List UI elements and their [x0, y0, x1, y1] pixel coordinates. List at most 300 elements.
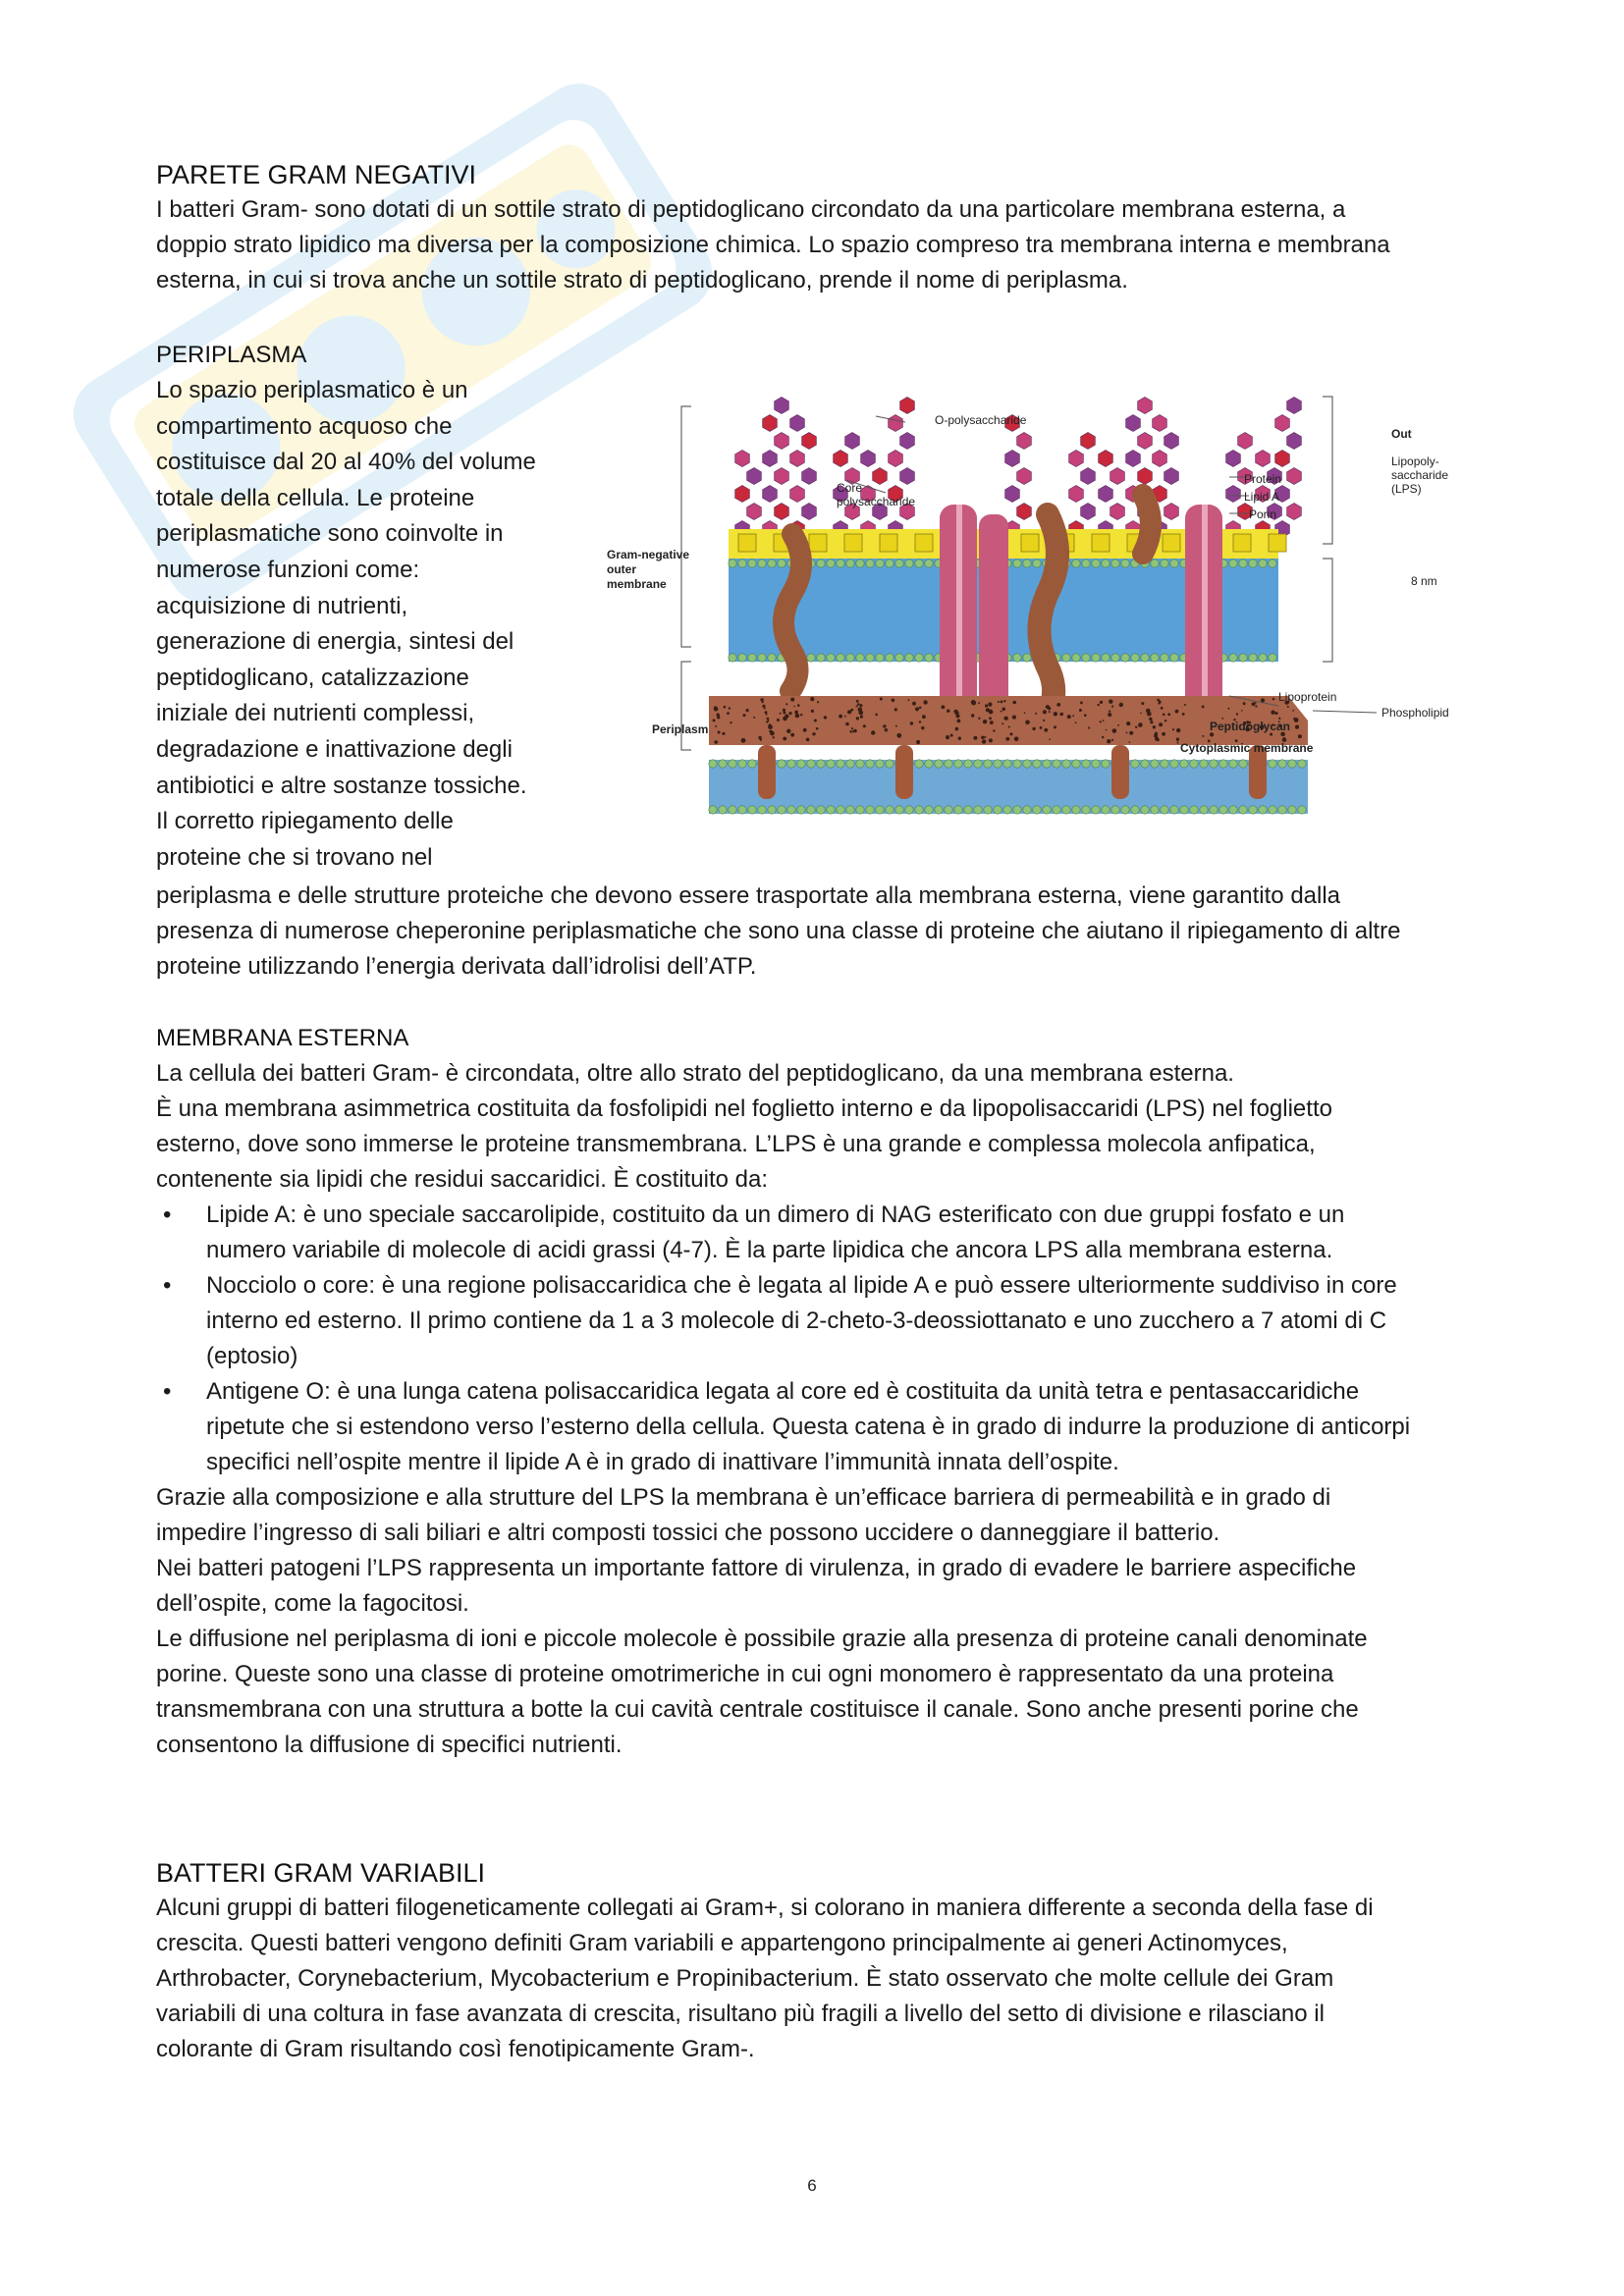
label-lipid-a: Lipid A: [1244, 490, 1280, 504]
peptidoglycan-dot: [1298, 734, 1302, 738]
lipid-head: [935, 760, 943, 768]
sugar-hexagon: [1287, 468, 1302, 485]
peptidoglycan-dot: [1043, 710, 1047, 714]
label-periplasm: Periplasm: [652, 722, 709, 736]
sugar-hexagon: [1138, 398, 1153, 414]
lipid-head: [1111, 560, 1119, 567]
sugar-hexagon: [1069, 486, 1084, 503]
list-item-line: numero variabile di molecole di acidi grassi (4-7). È la parte lipidica che ancora LPS alla membrana esterna.: [206, 1237, 1333, 1263]
sugar-hexagon: [1256, 451, 1271, 467]
lipid-head: [807, 760, 815, 768]
sugar-hexagon: [1275, 415, 1290, 432]
section-variabili: [156, 1855, 1472, 2067]
outer-membrane-bracket: [681, 406, 691, 647]
section-periplasma: [156, 338, 568, 876]
peptidoglycan-dot: [797, 704, 800, 707]
peptidoglycan-dot: [817, 701, 819, 703]
peptidoglycan-dot: [762, 701, 764, 703]
peptidoglycan-dot: [785, 715, 788, 719]
inner-protein: [1111, 745, 1129, 799]
paragraph-line: Grazie alla composizione e alla strutture del LPS la membrana è un’efficace barriera di permeabilità e in grado di: [156, 1484, 1331, 1511]
sugar-hexagon: [735, 451, 750, 467]
lipid-head: [738, 560, 746, 567]
lipid-head: [1278, 806, 1286, 814]
peptidoglycan-dot: [1080, 702, 1083, 705]
peptidoglycan-dot: [971, 700, 976, 705]
lipid-head: [856, 654, 864, 662]
lipid-head: [1249, 806, 1257, 814]
paragraph-line: antibiotici e altre sostanze tossiche.: [156, 772, 527, 799]
peptidoglycan-dot: [767, 718, 770, 721]
label-peptidoglycan: Peptidoglycan: [1210, 720, 1291, 733]
list-item-line: Antigene O: è una lunga catena polisaccaridica legata al core ed è costituita da unità tetra e pentasaccaridiche: [206, 1378, 1360, 1405]
peptidoglycan-dot: [1010, 732, 1013, 735]
lipid-head: [925, 806, 933, 814]
lipid-head: [1219, 760, 1227, 768]
lipid-head: [709, 760, 717, 768]
lipid-head: [1121, 560, 1129, 567]
lipid-head: [778, 560, 785, 567]
peptidoglycan-dot: [1024, 712, 1026, 714]
lipid-head: [817, 806, 825, 814]
label-lipoprotein: Lipoprotein: [1278, 690, 1337, 704]
peptidoglycan-dot: [1202, 735, 1204, 737]
peptidoglycan-dot: [1147, 712, 1152, 717]
paragraph-line: Lo spazio periplasmatico è un: [156, 377, 468, 403]
sugar-hexagon: [1287, 504, 1302, 520]
lipid-head: [1151, 560, 1159, 567]
label-cytoplasmic-membrane: Cytoplasmic membrane: [1180, 741, 1314, 755]
peptidoglycan-dot: [922, 715, 926, 719]
peptidoglycan-dot: [1255, 705, 1257, 707]
lipid-head: [837, 806, 844, 814]
section-membrana: [156, 1021, 1472, 1763]
peptidoglycan-dot: [765, 711, 768, 714]
peptidoglycan-dot: [762, 705, 765, 708]
core-square: [1269, 534, 1286, 552]
peptidoglycan-dot: [1109, 700, 1112, 704]
sugar-hexagon: [790, 486, 805, 503]
lipid-head: [954, 760, 962, 768]
label-lps: Lipopoly-: [1391, 454, 1439, 468]
peptidoglycan-dot: [1054, 725, 1056, 728]
sugar-hexagon: [900, 398, 915, 414]
lipid-head: [1121, 806, 1129, 814]
sugar-hexagon: [1164, 433, 1179, 450]
peptidoglycan-dot: [1003, 700, 1005, 702]
lipid-head: [729, 760, 736, 768]
sugar-hexagon: [747, 504, 762, 520]
porin: [979, 514, 1008, 711]
sugar-hexagon: [1069, 451, 1084, 467]
lipid-head: [1131, 806, 1139, 814]
sugar-hexagon: [1005, 486, 1020, 503]
lipid-head: [1092, 806, 1100, 814]
peptidoglycan-dot: [1272, 698, 1275, 701]
peptidoglycan-dot: [1040, 726, 1043, 729]
lipid-head: [1033, 806, 1041, 814]
peptidoglycan-dot: [1271, 711, 1274, 715]
paragraph-line: iniziale dei nutrienti complessi,: [156, 700, 475, 727]
sugar-hexagon: [775, 398, 789, 414]
peptidoglycan-dot: [768, 721, 770, 722]
sugar-hexagon: [900, 433, 915, 450]
sugar-hexagon: [775, 468, 789, 485]
sugar-hexagon: [900, 468, 915, 485]
sugar-hexagon: [775, 433, 789, 450]
peptidoglycan-dot: [1176, 738, 1179, 741]
lipid-head: [1102, 654, 1110, 662]
peptidoglycan-dot: [1106, 729, 1108, 731]
sugar-hexagon: [1126, 451, 1141, 467]
peptidoglycan-dot: [1088, 726, 1090, 728]
inner-protein: [758, 745, 776, 799]
lipid-head: [1053, 760, 1060, 768]
peptidoglycan-dot: [806, 738, 810, 742]
lipid-head: [1170, 654, 1178, 662]
lipid-head: [964, 760, 972, 768]
peptidoglycan-dot: [950, 734, 953, 737]
peptidoglycan-dot: [795, 714, 800, 719]
lipid-head: [1269, 560, 1276, 567]
lipid-head: [1023, 760, 1031, 768]
label-lps: (LPS): [1391, 482, 1422, 496]
peptidoglycan-dot: [1135, 726, 1137, 728]
peptidoglycan-dot: [942, 705, 946, 709]
lipid-head: [1121, 654, 1129, 662]
lipid-head: [1239, 560, 1247, 567]
lipid-head: [1102, 560, 1110, 567]
peptidoglycan-dot: [955, 727, 959, 731]
peptidoglycan-dot: [741, 738, 746, 743]
lipid-head: [1269, 806, 1276, 814]
peptidoglycan-dot: [1112, 728, 1117, 733]
lipid-head: [1161, 760, 1168, 768]
peptidoglycan-dot: [764, 708, 766, 710]
label-thickness: 8 nm: [1411, 574, 1437, 588]
lipid-head: [1003, 806, 1011, 814]
peptidoglycan-dot: [1111, 706, 1113, 708]
peptidoglycan-dot: [896, 733, 901, 738]
lipid-head: [837, 560, 844, 567]
paragraph-line: La cellula dei batteri Gram- è circondata, oltre allo strato del peptidoglicano, da una membrana esterna.: [156, 1060, 1234, 1087]
periplasm-bracket: [681, 662, 691, 750]
peptidoglycan-dot: [760, 698, 763, 701]
sugar-hexagon: [763, 451, 778, 467]
lipid-head: [1180, 760, 1188, 768]
list-item-line: interno ed esterno. Il primo contiene da 1 a 3 molecole di 2-cheto-3-deossiottanato e uno zucchero a 7 atomi di C: [206, 1308, 1387, 1334]
lipid-head: [945, 806, 952, 814]
lipid-head: [738, 806, 746, 814]
paragraph-line: esterno, dove sono immerse le proteine transmembrana. L’LPS è una grande e complessa molecola anfipatica,: [156, 1131, 1316, 1157]
peptidoglycan-dot: [916, 740, 920, 744]
list-item: [156, 1374, 1472, 1480]
sugar-hexagon: [763, 415, 778, 432]
peptidoglycan-dot: [978, 702, 980, 704]
lipid-head: [1072, 760, 1080, 768]
peptidoglycan-dot: [919, 721, 921, 722]
lipid-head: [984, 760, 992, 768]
peptidoglycan-dot: [1296, 727, 1298, 729]
sugar-hexagon: [1081, 433, 1096, 450]
peptidoglycan-dot: [1054, 712, 1057, 716]
peptidoglycan-dot: [1002, 708, 1006, 712]
peptidoglycan-dot: [1109, 711, 1110, 713]
lipid-head: [837, 654, 844, 662]
lipid-head: [866, 560, 874, 567]
lipid-head: [945, 760, 952, 768]
peptidoglycan-dot: [1236, 713, 1238, 715]
peptidoglycan-dot: [1182, 713, 1185, 716]
lipid-head: [856, 560, 864, 567]
lipid-head: [1082, 654, 1090, 662]
sugar-hexagon: [1138, 433, 1153, 450]
label-core: Core: [837, 481, 863, 495]
lipid-head: [876, 806, 884, 814]
peptidoglycan-dot: [1155, 737, 1159, 741]
list-item-line: specifici nell’ospite mentre il lipide A è in grado di inattivare l’immunità innata dell’ospite.: [206, 1449, 1119, 1475]
label-gram-negative: Gram-negative: [607, 548, 690, 561]
peptidoglycan-dot: [851, 727, 853, 729]
peptidoglycan-dot: [729, 707, 731, 709]
lipid-head: [1259, 806, 1267, 814]
lipid-head: [1151, 654, 1159, 662]
sugar-hexagon: [1081, 468, 1096, 485]
lipid-head: [925, 560, 933, 567]
peptidoglycan-dot: [859, 711, 864, 716]
list-item-line: ripetute che si estendono verso l’esterno della cellula. Questa catena è in grado di indurre la produzione di anticorpi: [206, 1414, 1411, 1440]
sugar-hexagon: [1226, 451, 1241, 467]
lipid-head: [895, 806, 903, 814]
peptidoglycan-dot: [768, 724, 773, 729]
paragraph-line: Le diffusione nel periplasma di ioni e piccole molecole è possibile grazie alla presenza di proteine canali denominate: [156, 1626, 1368, 1652]
section-parete: [156, 157, 1472, 298]
sugar-hexagon: [802, 468, 817, 485]
paragraph-line: contenente sia lipidi che residui saccaridici. È costituito da:: [156, 1166, 768, 1193]
lipid-head: [778, 760, 785, 768]
lipid-head: [886, 760, 893, 768]
peptidoglycan-dot: [1162, 732, 1165, 736]
lipid-head: [827, 760, 835, 768]
peptidoglycan-dot: [722, 733, 724, 735]
peptidoglycan-dot: [780, 713, 782, 715]
lipid-head: [1131, 654, 1139, 662]
peptidoglycan-dot: [957, 720, 961, 723]
peptidoglycan-dot: [1252, 702, 1256, 706]
sugar-hexagon: [1153, 451, 1167, 467]
peptidoglycan-dot: [814, 720, 817, 722]
paragraph-line: consentono la diffusione di specifici nutrienti.: [156, 1732, 623, 1758]
sugar-hexagon: [790, 451, 805, 467]
lipid-head: [915, 654, 923, 662]
lipid-head: [984, 806, 992, 814]
peptidoglycan-dot: [1149, 718, 1152, 721]
peptidoglycan-dot: [1108, 713, 1111, 717]
lipid-head: [866, 760, 874, 768]
paragraph-line: numerose funzioni come:: [156, 556, 420, 583]
core-square: [738, 534, 756, 552]
peptidoglycan-dot: [1117, 724, 1119, 726]
lipid-head: [876, 760, 884, 768]
lipid-head: [876, 560, 884, 567]
lipid-head: [1190, 806, 1198, 814]
sugar-hexagon: [834, 451, 848, 467]
list-item-line: (eptosio): [206, 1343, 298, 1369]
peptidoglycan-dot: [718, 731, 721, 734]
lipid-head: [1111, 806, 1119, 814]
lipid-head: [1092, 654, 1100, 662]
peptidoglycan-dot: [1001, 722, 1003, 724]
lipid-head: [1249, 560, 1257, 567]
peptidoglycan-dot: [989, 710, 994, 715]
paragraph-line: transmembrana con una struttura a botte la cui cavità centrale costituisce il canale. Sono anche presenti porine che: [156, 1696, 1359, 1723]
peptidoglycan-dot: [912, 702, 916, 706]
peptidoglycan-dot: [1283, 737, 1285, 739]
sugar-hexagon: [1164, 504, 1179, 520]
peptidoglycan-dot: [1177, 742, 1179, 744]
peptidoglycan-dot: [1049, 738, 1051, 740]
sugar-hexagon: [1099, 451, 1113, 467]
lipid-head: [1239, 654, 1247, 662]
peptidoglycan-dot: [803, 728, 807, 732]
peptidoglycan-dot: [993, 729, 995, 731]
lipid-head: [758, 654, 766, 662]
lipid-head: [1298, 760, 1306, 768]
peptidoglycan-dot: [908, 699, 910, 701]
peptidoglycan-dot: [998, 701, 1000, 703]
peptidoglycan-dot: [770, 731, 775, 736]
lipid-head: [964, 806, 972, 814]
lipid-head: [729, 560, 736, 567]
core-square: [1163, 534, 1180, 552]
peptidoglycan-dot: [989, 738, 993, 742]
peptidoglycan-dot: [1103, 720, 1105, 721]
lipid-head: [1003, 760, 1011, 768]
lipid-head: [925, 760, 933, 768]
paragraph-line: proteine utilizzando l’energia derivata dall’idrolisi dell’ATP.: [156, 953, 757, 980]
lipid-head: [768, 806, 776, 814]
lipid-head: [1043, 760, 1051, 768]
lps-components-list: [156, 1198, 1472, 1480]
peptidoglycan-dot: [753, 717, 755, 719]
peptidoglycan-dot: [1261, 698, 1265, 702]
paragraph-line: doppio strato lipidico ma diversa per la composizione chimica. Lo spazio compreso tra membrana interna e membrana: [156, 232, 1390, 258]
paragraph-line: acquisizione di nutrienti,: [156, 592, 408, 619]
lipid-head: [1288, 760, 1296, 768]
peptidoglycan-dot: [1043, 720, 1045, 721]
sugar-hexagon: [775, 504, 789, 520]
lipid-head: [846, 654, 854, 662]
peptidoglycan-dot: [892, 699, 895, 703]
peptidoglycan-dot: [794, 711, 798, 715]
lipid-head: [1072, 560, 1080, 567]
peptidoglycan-dot: [958, 737, 961, 740]
peptidoglycan-dot: [1163, 714, 1165, 717]
peptidoglycan-dot: [1141, 702, 1144, 705]
lipid-head: [846, 560, 854, 567]
lipid-head: [729, 806, 736, 814]
paragraph-line: crescita. Questi batteri vengono definiti Gram variabili e appartengono principalmente ai generi Actinomyces,: [156, 1930, 1288, 1956]
lipid-head: [719, 760, 727, 768]
peptidoglycan-dot: [1072, 715, 1074, 717]
lipid-head: [1141, 760, 1149, 768]
lipid-head: [895, 654, 903, 662]
peptidoglycan-dot: [860, 716, 863, 719]
lipid-head: [1062, 806, 1070, 814]
label-phospholipid: Phospholipid: [1381, 706, 1449, 720]
peptidoglycan-dot: [727, 712, 730, 715]
lipid-head: [866, 806, 874, 814]
lipid-head: [758, 560, 766, 567]
peptidoglycan-dot: [856, 706, 858, 708]
peptidoglycan-dot: [989, 717, 992, 720]
lipid-head: [954, 806, 962, 814]
peptidoglycan-dot: [1153, 725, 1156, 728]
lipid-head: [1170, 560, 1178, 567]
lipid-head: [748, 806, 756, 814]
lipid-head: [974, 760, 982, 768]
sugar-hexagon: [802, 433, 817, 450]
peptidoglycan-dot: [1079, 709, 1082, 712]
peptidoglycan-dot: [786, 729, 790, 733]
lipid-head: [797, 806, 805, 814]
sugar-hexagon: [1287, 433, 1302, 450]
peptidoglycan-dot: [1008, 726, 1010, 728]
peptidoglycan-dot: [1294, 718, 1299, 722]
sugar-hexagon: [1153, 415, 1167, 432]
lipid-head: [1092, 560, 1100, 567]
lipid-head: [729, 654, 736, 662]
peptidoglycan-dot: [859, 704, 862, 707]
sugar-hexagon: [873, 468, 888, 485]
peptidoglycan-dot: [981, 736, 984, 739]
lipid-head: [748, 560, 756, 567]
peptidoglycan-dot: [985, 704, 988, 707]
paragraph-line: Il corretto ripiegamento delle: [156, 808, 454, 835]
lipid-head: [886, 560, 893, 567]
core-square: [809, 534, 827, 552]
lipid-head: [866, 654, 874, 662]
lipid-head: [1062, 654, 1070, 662]
peptidoglycan-dot: [885, 728, 888, 731]
peptidoglycan-dot: [849, 730, 852, 733]
paragraph-line: peptidoglicano, catalizzazione: [156, 664, 469, 691]
lipid-head: [1239, 760, 1247, 768]
lipid-head: [709, 806, 717, 814]
lipid-head: [856, 760, 864, 768]
lipid-head: [1200, 760, 1208, 768]
peptidoglycan-dot: [1129, 741, 1131, 743]
lipid-head: [1200, 806, 1208, 814]
peptidoglycan-dot: [1138, 722, 1143, 727]
bullet-symbol: •: [163, 1201, 172, 1228]
lipid-head: [1161, 806, 1168, 814]
paragraph-line: compartimento acquoso che: [156, 412, 453, 440]
peptidoglycan-dot: [766, 714, 768, 716]
lipid-head: [1229, 560, 1237, 567]
core-square: [1233, 534, 1251, 552]
lipid-head: [994, 806, 1001, 814]
sugar-hexagon: [1287, 398, 1302, 414]
sugar-hexagon: [1226, 486, 1241, 503]
peptidoglycan-dot: [1292, 710, 1294, 712]
gram-negative-membrane-figure: [601, 367, 1465, 828]
peptidoglycan-dot: [1032, 727, 1035, 730]
lipid-head: [1013, 760, 1021, 768]
peptidoglycan-dot: [875, 714, 878, 717]
peptidoglycan-dot: [1175, 710, 1179, 714]
lipid-head: [1033, 560, 1041, 567]
